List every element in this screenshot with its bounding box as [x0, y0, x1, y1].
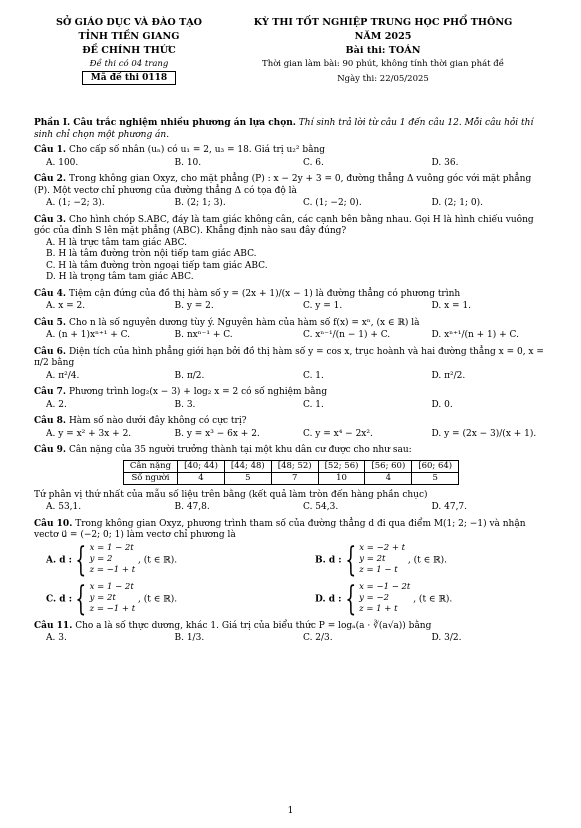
answer-options	[34, 198, 548, 210]
question-text: Câu 5. Cho n là số nguyên dương tùy ý. Nguyên hàm của hàm số f(x) = xⁿ, (x ∈ ℝ) là	[34, 317, 420, 328]
answer-option: C. 2/3.	[303, 633, 333, 644]
answer-option	[34, 539, 303, 580]
exam-date: Ngày thi: 22/05/2025	[337, 74, 429, 84]
equation-system	[342, 578, 411, 619]
equation-row: z = 1 − t	[359, 565, 398, 576]
question-label: Câu 10.	[34, 518, 73, 529]
table-row	[123, 472, 458, 484]
answer-options	[34, 158, 548, 170]
option-label: A. d :	[46, 555, 72, 566]
answer-options	[34, 330, 548, 342]
question-text: Câu 7. Phương trình log₂(x − 3) + log₂ x = 2 có số nghiệm bằng	[34, 387, 328, 398]
section-heading	[34, 118, 548, 141]
answer-options	[34, 502, 548, 514]
official-label: ĐỀ CHÍNH THỨC	[82, 45, 176, 56]
question-text: Câu 11. Cho a là số thực dương, khác 1. Giá trị của biểu thức P = logₐ(a · ∛(a√a)) bằng	[34, 620, 432, 631]
option-label: C. d :	[46, 594, 73, 605]
equation-row: x = 1 − 2t	[89, 582, 134, 593]
question-label: Câu 4.	[34, 288, 67, 299]
equation-system	[72, 578, 136, 619]
answer-option: A. 2.	[46, 399, 67, 410]
option-label: B. d :	[315, 555, 342, 566]
brace: {	[75, 539, 87, 580]
answer-option: A. 3.	[46, 633, 67, 644]
answer-option: B. 10.	[174, 157, 202, 168]
equation-system	[342, 539, 406, 580]
answer-option: D. 3/2.	[431, 633, 462, 644]
question-text: Câu 6. Diện tích của hình phẳng giới hạn bởi đồ thị hàm số y = cos x, trục hoành và hai đường thẳng x = 0, x = π/2 bằng	[34, 346, 544, 369]
answer-option: C. 1.	[303, 399, 324, 410]
brace: {	[345, 539, 356, 580]
answer-options	[34, 633, 548, 645]
question-10	[34, 518, 548, 619]
option-label: D. d :	[315, 594, 342, 605]
answer-option: D. 47,7.	[431, 502, 468, 513]
table-cell: [52; 56)	[318, 460, 365, 472]
answer-option: D. 0.	[431, 399, 453, 410]
answer-option: D. y = (2x − 3)/(x + 1).	[431, 428, 537, 439]
exam-year: NĂM 2025	[354, 31, 412, 42]
answer-option: B. y = x³ − 6x + 2.	[174, 428, 260, 439]
answer-option: B. 1/3.	[174, 633, 205, 644]
answer-option: C. xⁿ⁻¹/(n − 1) + C.	[303, 330, 391, 341]
answer-options	[34, 429, 548, 441]
option-tail: , (t ∈ ℝ).	[135, 555, 178, 566]
section-instruction: Thí sinh trả lời từ câu 1 đến câu 12. Mỗi câu hỏi thí sinh chỉ chọn một phương án.	[34, 118, 534, 140]
equation-row: y = 2t	[89, 593, 116, 604]
answer-option: C. y = 1.	[303, 301, 343, 312]
answer-option: D. 36.	[431, 157, 459, 168]
table-cell: [56; 60)	[365, 460, 412, 472]
province-name: TỈNH TIỀN GIANG	[78, 31, 180, 42]
equation-rows	[359, 543, 405, 576]
question-9	[34, 445, 548, 514]
table-cell: [48; 52)	[271, 460, 318, 472]
answer-option: B. y = 2.	[174, 301, 214, 312]
equation-row: x = −1 − 2t	[359, 582, 411, 593]
answer-option: D. (2; 1; 0).	[431, 198, 483, 209]
answer-option: C. H là tâm đường tròn ngoại tiếp tam giác ABC.	[46, 260, 268, 271]
question-8	[34, 416, 548, 440]
answer-option: A. y = x² + 3x + 2.	[46, 428, 132, 439]
question-7	[34, 387, 548, 411]
answer-option	[303, 539, 572, 580]
table-cell: [40; 44)	[178, 460, 225, 472]
page-number: 1	[287, 806, 294, 817]
equation-row: y = 2	[89, 554, 113, 565]
equation-row: z = 1 + t	[359, 604, 398, 615]
table-cell: Số người	[123, 472, 177, 484]
brace: {	[75, 578, 87, 619]
question-label: Câu 8.	[34, 416, 67, 427]
table-cell: 4	[365, 472, 412, 484]
answer-option: D. xⁿ⁺¹/(n + 1) + C.	[431, 330, 519, 341]
equation-rows	[90, 582, 135, 615]
equation-row: x = −2 + t	[359, 543, 406, 554]
answer-option: D. H là trọng tâm tam giác ABC.	[46, 272, 194, 283]
answer-option	[34, 578, 303, 619]
equation-system	[72, 539, 136, 580]
question-6	[34, 347, 548, 383]
answer-option: C. 6.	[303, 157, 324, 168]
equation-rows	[90, 543, 135, 576]
answer-option: C. y = x⁴ − 2x².	[303, 428, 373, 439]
table-cell: [60; 64)	[412, 460, 459, 472]
equation-row: z = −1 + t	[89, 565, 136, 576]
answer-option: B. 3.	[174, 399, 196, 410]
section-title: Phần I. Câu trắc nghiệm nhiều phương án lựa chọn.	[34, 118, 296, 128]
answer-option: A. 53,1.	[46, 502, 82, 513]
header-right	[218, 16, 548, 85]
question-2	[34, 174, 548, 210]
equation-row: x = 1 − 2t	[89, 543, 134, 554]
question-4	[34, 289, 548, 313]
exam-code: Mã đề thi 0118	[82, 71, 176, 85]
table-cell: 4	[178, 472, 225, 484]
answer-option: A. π²/4.	[46, 370, 80, 381]
question-label: Câu 3.	[34, 214, 67, 225]
equation-row: y = 2t	[359, 554, 386, 565]
answer-option: A. (n + 1)xⁿ⁺¹ + C.	[46, 330, 131, 341]
answer-options	[34, 539, 548, 580]
equation-row: y = −2	[359, 593, 389, 604]
question-list	[34, 145, 548, 645]
header-left	[34, 16, 224, 85]
question-5	[34, 318, 548, 342]
exam-name: KỲ THI TỐT NGHIỆP TRUNG HỌC PHỔ THÔNG	[253, 17, 513, 28]
question-text: Câu 1. Cho cấp số nhân (uₙ) có u₁ = 2, u₃ = 18. Giá trị u₂² bằng	[34, 145, 326, 156]
question-text: Câu 8. Hàm số nào dưới đây không có cực trị?	[34, 416, 247, 427]
answer-option: D. π²/2.	[431, 370, 466, 381]
exam-header	[34, 16, 548, 112]
answer-option: B. (2; 1; 3).	[174, 198, 226, 209]
option-tail: , (t ∈ ℝ).	[405, 555, 448, 566]
answer-option: B. π/2.	[174, 370, 205, 381]
answer-option: B. H là tâm đường tròn nội tiếp tam giác ABC.	[46, 249, 257, 260]
table-cell: [44; 48)	[224, 460, 271, 472]
question-label: Câu 11.	[34, 620, 73, 631]
answer-options	[34, 301, 548, 313]
answer-option: B. nxⁿ⁻¹ + C.	[174, 330, 233, 341]
question-1	[34, 145, 548, 169]
answer-option: B. 47,8.	[174, 502, 210, 513]
brace: {	[344, 578, 356, 619]
question-text: Câu 3. Cho hình chóp S.ABC, đáy là tam giác không cân, các cạnh bên bằng nhau. Gọi H là hình chiếu vuông góc của đỉnh S lên mặt phẳng (ABC). Khẳng định nào sau đây đúng?	[34, 214, 534, 237]
table-cell: 5	[224, 472, 271, 484]
answer-option: A. (1; −2; 3).	[46, 198, 105, 209]
answer-option: C. (1; −2; 0).	[303, 198, 362, 209]
table-cell: 7	[271, 472, 318, 484]
question-text: Câu 9. Cân nặng của 35 người trưởng thành tại một khu dân cư được cho như sau:	[34, 445, 412, 456]
question-text: Câu 10. Trong không gian Oxyz, phương trình tham số của đường thẳng d đi qua điểm M(1; 2; −1) và nhận vectơ u⃗ = (−2; 0; 1) làm vectơ chỉ phương là	[34, 518, 526, 541]
question-label: Câu 6.	[34, 346, 67, 357]
answer-options	[34, 578, 548, 619]
table-cell: Cân nặng	[123, 460, 177, 472]
answer-option: A. x = 2.	[46, 301, 86, 312]
answer-option: A. H là trực tâm tam giác ABC.	[46, 237, 188, 248]
question-label: Câu 1.	[34, 145, 67, 156]
table-cell: 10	[318, 472, 365, 484]
page-count-note: Đề thi có 04 trang	[89, 59, 169, 69]
answer-option: C. 54,3.	[303, 502, 339, 513]
answer-option: C. 1.	[303, 370, 324, 381]
question-label: Câu 5.	[34, 317, 67, 328]
subject: Bài thi: TOÁN	[345, 45, 421, 56]
table-cell: 5	[412, 472, 459, 484]
question-followup: Tứ phân vị thứ nhất của mẫu số liệu trên bằng (kết quả làm tròn đến hàng phần chục)	[34, 489, 428, 500]
frequency-table	[123, 460, 459, 485]
answer-options	[34, 371, 548, 383]
question-11	[34, 621, 548, 645]
question-text: Câu 2. Trong không gian Oxyz, cho mặt phẳng (P) : x − 2y + 3 = 0, đường thẳng Δ vuông góc với mặt phẳng (P). Một vectơ chỉ phương của đường thẳng Δ có tọa độ là	[34, 174, 532, 196]
question-label: Câu 9.	[34, 445, 67, 456]
equation-rows	[359, 582, 410, 615]
question-text: Câu 4. Tiệm cận đứng của đồ thị hàm số y = (2x + 1)/(x − 1) là đường thẳng có phương trình	[34, 288, 461, 299]
answer-option: A. 100.	[46, 157, 79, 168]
exam-content	[34, 118, 548, 650]
table-row	[123, 460, 458, 472]
option-tail: , (t ∈ ℝ).	[410, 594, 453, 605]
equation-row: z = −1 + t	[89, 604, 136, 615]
question-3	[34, 215, 548, 284]
question-label: Câu 7.	[34, 387, 67, 398]
time-note: Thời gian làm bài: 90 phút, không tính thời gian phát đề	[262, 59, 504, 69]
question-label: Câu 2.	[34, 174, 67, 185]
answer-option: D. x = 1.	[431, 301, 472, 312]
answer-option	[303, 578, 572, 619]
option-tail: , (t ∈ ℝ).	[135, 594, 178, 605]
department-name: SỞ GIÁO DỤC VÀ ĐÀO TẠO	[55, 17, 203, 28]
answer-options	[34, 400, 548, 412]
